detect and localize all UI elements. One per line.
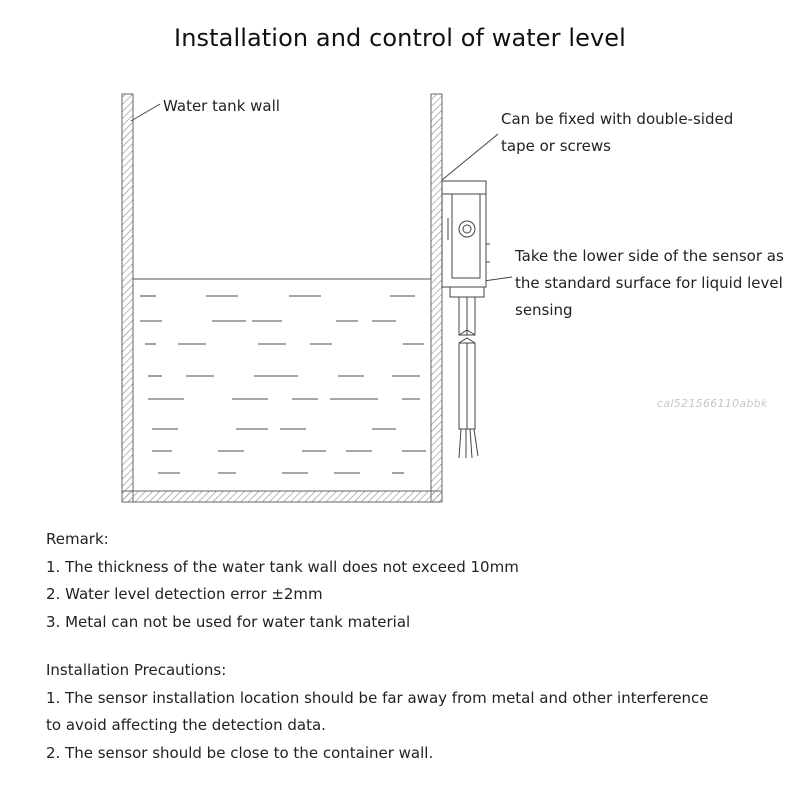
precautions-heading: Installation Precautions:	[46, 661, 227, 679]
tank-wall-leader	[131, 104, 160, 121]
remark-item: 2. Water level detection error ±2mm	[46, 585, 323, 603]
sensor-note-line: sensing	[515, 301, 573, 319]
remark-item: 1. The thickness of the water tank wall does not exceed 10mm	[46, 557, 519, 576]
precautions-section	[46, 657, 709, 767]
water-body	[140, 296, 426, 473]
precaution-line: to avoid affecting the detection data.	[46, 716, 326, 734]
tank-wall	[122, 94, 442, 502]
fixing-note-line: tape or screws	[501, 137, 611, 155]
watermark: cal521566110abbk	[657, 397, 768, 410]
remark-section	[46, 526, 519, 636]
sensor-note-line: Take the lower side of the sensor as	[515, 247, 784, 265]
tank-wall-label: Water tank wall	[163, 97, 280, 115]
fixing-note	[501, 106, 761, 160]
precaution-line: 2. The sensor should be close to the container wall.	[46, 743, 434, 762]
fix-leader	[442, 134, 498, 180]
sensor	[442, 181, 490, 458]
remark-item: 3. Metal can not be used for water tank material	[46, 612, 411, 631]
sensor-surface-note	[515, 243, 795, 324]
fixing-note-line: Can be fixed with double-sided	[501, 110, 734, 128]
sensor-note-line: the standard surface for liquid level	[515, 274, 783, 292]
diagram-title: Installation and control of water level	[174, 24, 626, 52]
precaution-line: 1. The sensor installation location should be far away from metal and other interference	[46, 688, 709, 707]
remark-heading: Remark:	[46, 530, 109, 548]
